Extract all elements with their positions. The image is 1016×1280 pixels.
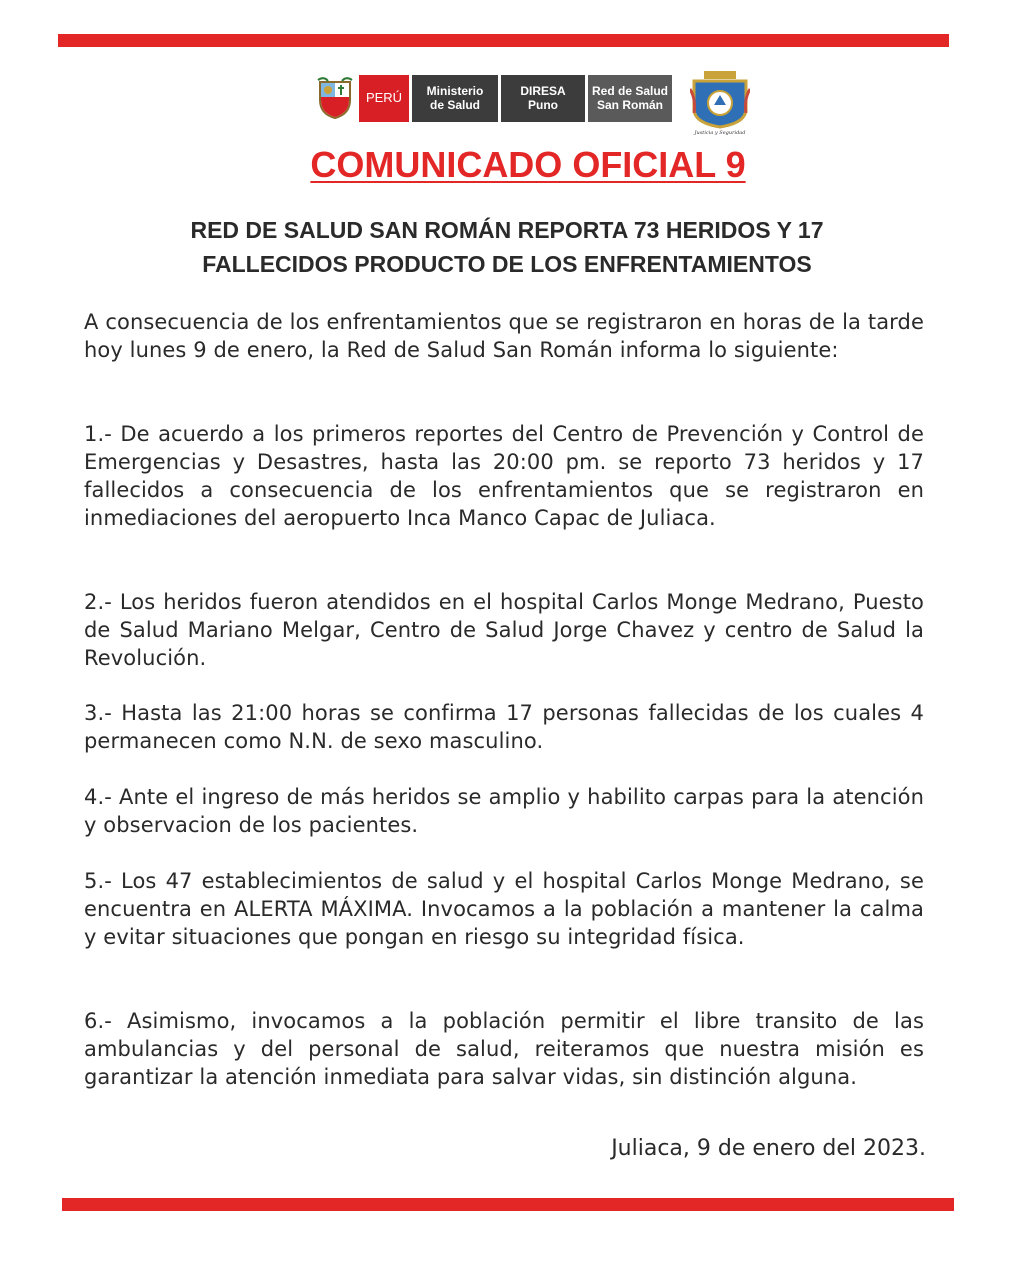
diresa-logo — [501, 75, 585, 122]
diresa-line-1: DIRESA — [520, 84, 566, 98]
red-line-1: Red de Salud — [591, 84, 668, 98]
intro-paragraph: A consecuencia de los enfrentamientos que se registraron en horas de la tarde hoy lunes 9 de enero, la Red de Salud San Román informa lo siguiente: — [84, 310, 924, 362]
header-logos — [316, 74, 750, 135]
item-5-paragraph: 5.- Los 47 establecimientos de salud y el hospital Carlos Monge Medrano, se encuentra en ALERTA MÁXIMA. Invocamos a la población a mantener la calma y evitar situaciones que pongan en riesgo su integridad física. — [84, 869, 924, 949]
peru-coat-of-arms-icon — [316, 76, 354, 120]
date-line: Juliaca, 9 de enero del 2023. — [611, 1136, 926, 1161]
peru-label: PERÚ — [365, 90, 403, 105]
subtitle-line-1: RED DE SALUD SAN ROMÁN REPORTA 73 HERIDOS Y 17 — [190, 217, 824, 243]
bottom-red-bar — [62, 1198, 954, 1211]
item-2-paragraph: 2.- Los heridos fueron atendidos en el hospital Carlos Monge Medrano, Puesto de Salud Mariano Melgar, Centro de Salud Jorge Chavez y centro de Salud la Revolución. — [84, 590, 924, 670]
subtitle-line-2: FALLECIDOS PRODUCTO DE LOS ENFRENTAMIENTOS — [202, 251, 812, 277]
item-6-paragraph: 6.- Asimismo, invocamos a la población permitir el libre transito de las ambulancias y del personal de salud, reiteramos que nuestra misión es garantizar la atención inmediata para salvar vidas, sin distinción alguna. — [84, 1009, 924, 1089]
peru-logo — [359, 75, 409, 122]
ministerio-line-2: de Salud — [429, 98, 480, 112]
ministerio-line-1: Ministerio — [426, 84, 484, 98]
page-title: COMUNICADO OFICIAL 9 — [310, 144, 746, 185]
item-3-paragraph: 3.- Hasta las 21:00 horas se confirma 17 personas fallecidas de los cuales 4 permanecen como N.N. de sexo masculino. — [84, 701, 924, 753]
diresa-line-2: Puno — [528, 98, 558, 112]
svg-text:Justicia y Seguridad: Justicia y Seguridad — [694, 130, 746, 135]
red-line-2: San Román — [596, 98, 663, 112]
red-salud-logo — [588, 75, 672, 122]
municipal-emblem-icon — [690, 69, 750, 135]
item-1-paragraph: 1.- De acuerdo a los primeros reportes del Centro de Prevención y Control de Emergencias y Desastres, hasta las 20:00 pm. se reporto 73 heridos y 17 fallecidos a consecuencia de los enfrentamientos que se registraron en inmediaciones del aeropuerto Inca Manco Capac de Juliaca. — [84, 422, 924, 530]
item-4-paragraph: 4.- Ante el ingreso de más heridos se amplio y habilito carpas para la atención y observacion de los pacientes. — [84, 785, 924, 837]
ministerio-logo — [412, 75, 498, 122]
top-red-bar — [58, 34, 949, 47]
subtitle — [70, 213, 944, 281]
